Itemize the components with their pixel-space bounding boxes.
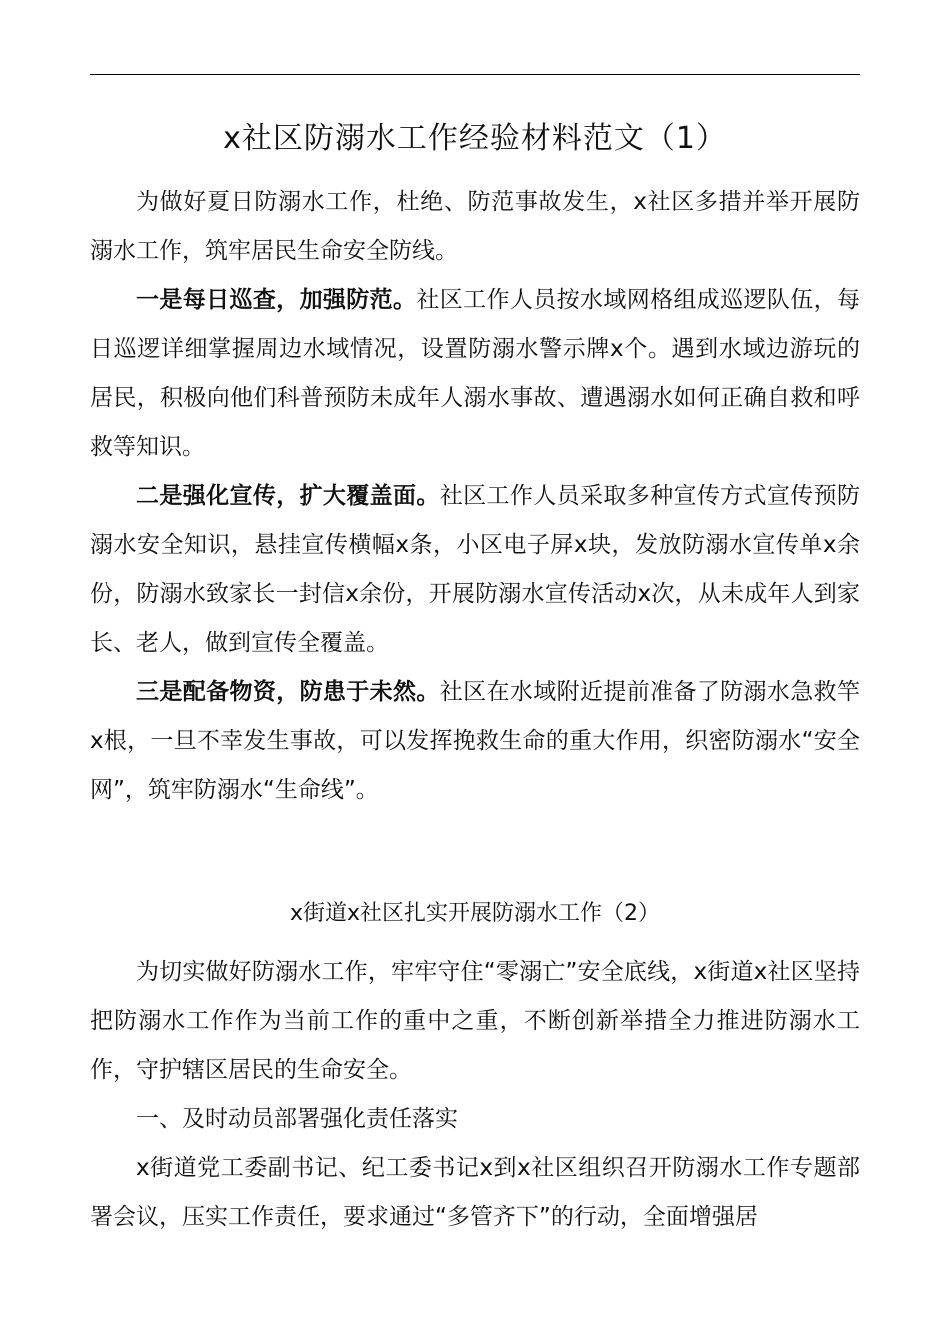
article-2-section-1-heading: 一、及时动员部署强化责任落实: [136, 1106, 458, 1132]
article-2-title: x街道x社区扎实开展防溺水工作（2）: [289, 901, 661, 926]
point-2-heading: 二是强化宣传，扩大覆盖面。: [136, 483, 440, 509]
header-rule: [90, 74, 860, 75]
article-1-point-1: [90, 276, 860, 472]
article-2-section-1-body: x街道党工委副书记、纪工委书记x到x社区组织召开防溺水工作专题部署会议，压实工作责任，要求通过“多管齐下”的行动，全面增强居: [90, 1155, 860, 1230]
point-1-heading: 一是每日巡查，加强防范。: [136, 287, 417, 313]
point-2-body: 社区工作人员采取多种宣传方式宣传预防溺水安全知识，悬挂宣传横幅x条，小区电子屏x块，发放防溺水宣传单x余份，防溺水致家长一封信x余份，开展防溺水宣传活动x次，从未成年人到家长、老人，做到宣传全覆盖。: [90, 483, 861, 656]
article-1-point-3: [90, 668, 860, 815]
article-1-title: x社区防溺水工作经验材料范文（1）: [223, 121, 727, 156]
article-2-intro: 为切实做好防溺水工作，牢牢守住“零溺亡”安全底线，x街道x社区坚持把防溺水工作作为当前工作的重中之重，不断创新举措全力推进防溺水工作，守护辖区居民的生命安全。: [90, 959, 860, 1083]
article-1-intro: 为做好夏日防溺水工作，杜绝、防范事故发生，x社区多措并举开展防溺水工作，筑牢居民生命安全防线。: [90, 189, 860, 264]
point-3-body: 社区在水域附近提前准备了防溺水急救竿x根，一旦不幸发生事故，可以发挥挽救生命的重大作用，织密防溺水“安全网”，筑牢防溺水“生命线”。: [90, 679, 861, 803]
point-1-body: 社区工作人员按水域网格组成巡逻队伍，每日巡逻详细掌握周边水域情况，设置防溺水警示牌x个。遇到水域边游玩的居民，积极向他们科普预防未成年人溺水事故、遭遇溺水如何正确自救和呼救等知识。: [90, 287, 861, 460]
article-1-point-2: [90, 472, 860, 668]
point-3-heading: 三是配备物资，防患于未然。: [136, 679, 440, 705]
